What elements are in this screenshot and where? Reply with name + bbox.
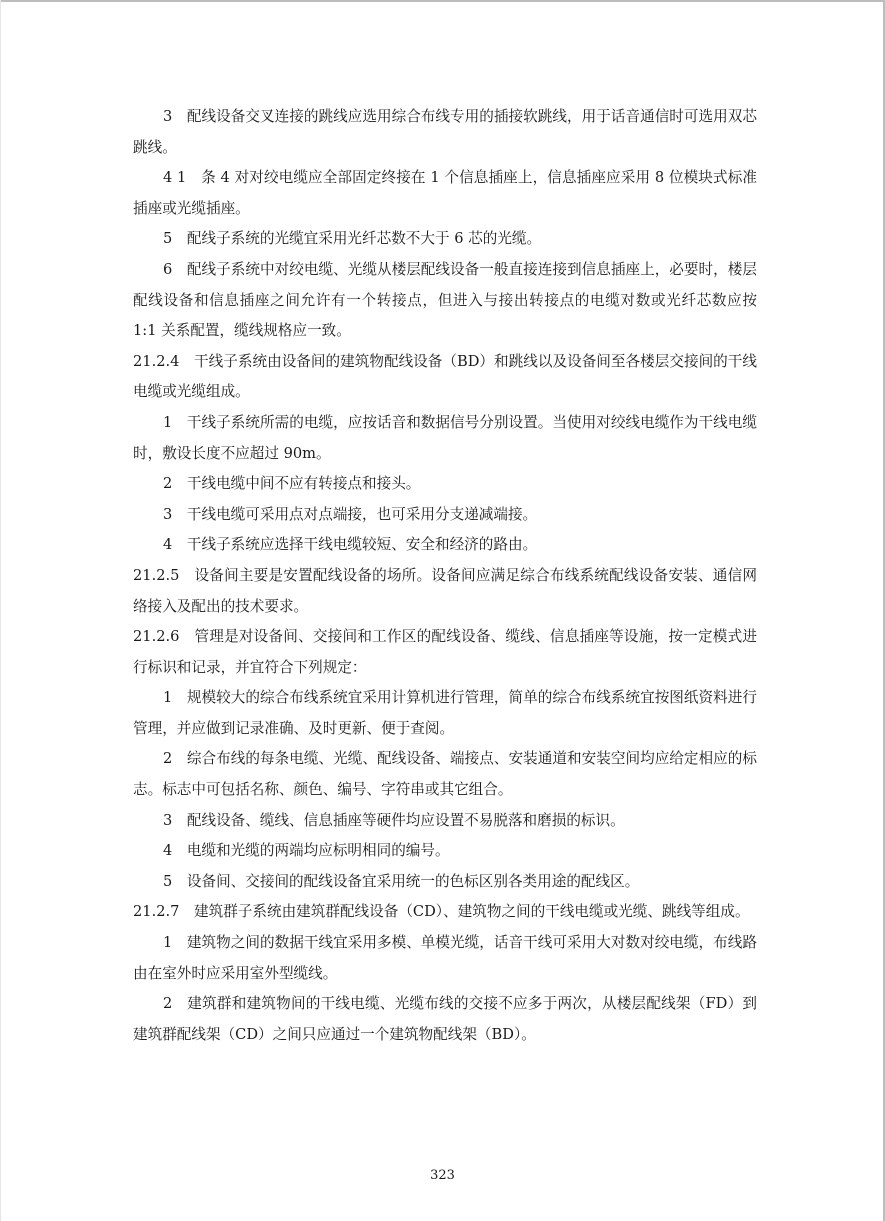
body-text [133,102,757,1050]
page-border-left [0,0,1,1221]
paragraph: 4 干线子系统应选择干线电缆较短、安全和经济的路由。 [163,536,538,554]
paragraph: 5 设备间、交接间的配线设备宜采用统一的色标区别各类用途的配线区。 [163,872,640,890]
paragraph: 4 1 条 4 对对绞电缆应全部固定终接在 1 个信息插座上，信息插座应采用 8 位模块式标准插座或光缆插座。 [133,169,757,217]
paragraph: 2 综合布线的每条电缆、光缆、配线设备、端接点、安装通道和安装空间均应给定相应的标志。标志中可包括名称、颜色、编号、字符串或其它组合。 [133,750,757,799]
clause-heading: 21.2.6 管理是对设备间、交接间和工作区的配线设备、缆线、信息插座等设施，按一定模式进行标识和记录，并宜符合下列规定： [133,628,757,676]
paragraph: 3 配线设备交叉连接的跳线应选用综合布线专用的插接软跳线，用于话音通信时可选用双芯跳线。 [133,108,757,156]
paragraph: 1 规模较大的综合布线系统宜采用计算机进行管理，简单的综合布线系统宜按图纸资料进行管理，并应做到记录准确、及时更新、便于查阅。 [133,689,757,737]
paragraph: 3 配线设备、缆线、信息插座等硬件均应设置不易脱落和磨损的标识。 [163,811,625,829]
paragraph: 4 电缆和光缆的两端均应标明相同的编号。 [163,842,450,860]
clause-heading: 21.2.4 干线子系统由设备间的建筑物配线设备（BD）和跳线以及设备间至各楼层交接间的干线电缆或光缆组成。 [133,352,757,401]
clause-heading: 21.2.5 设备间主要是安置配线设备的场所。设备间应满足综合布线系统配线设备安装、通信网络接入及配出的技术要求。 [133,566,757,615]
paragraph: 1 干线子系统所需的电缆，应按话音和数据信号分别设置。当使用对绞线电缆作为干线电缆时，敷设长度不应超过 90m。 [133,413,757,462]
paragraph: 3 干线电缆可采用点对点端接，也可采用分支递减端接。 [163,505,538,523]
page-border-top [0,0,885,2]
paragraph: 2 干线电缆中间不应有转接点和接头。 [163,475,421,493]
clause-heading: 21.2.7 建筑群子系统由建筑群配线设备（CD）、建筑物之间的干线电缆或光缆、跳线等组成。 [133,903,750,921]
paragraph: 2 建筑群和建筑物间的干线电缆、光缆布线的交接不应多于两次，从楼层配线架（FD）到建筑群配线架（CD）之间只应通过一个建筑物配线架（BD）。 [133,995,757,1043]
page-number: 323 [430,1168,455,1183]
paragraph: 5 配线子系统的光缆宜采用光纤芯数不大于 6 芯的光缆。 [163,230,542,248]
paragraph: 6 配线子系统中对绞电缆、光缆从楼层配线设备一般直接连接到信息插座上，必要时，楼层配线设备和信息插座之间允许有一个转接点，但进入与接出转接点的电缆对数或光纤芯数应按 1:1 关系配置，缆线规格应一致。 [133,260,757,340]
paragraph: 1 建筑物之间的数据干线宜采用多模、单模光缆，话音干线可采用大对数对绞电缆，布线路由在室外时应采用室外型缆线。 [133,934,757,982]
